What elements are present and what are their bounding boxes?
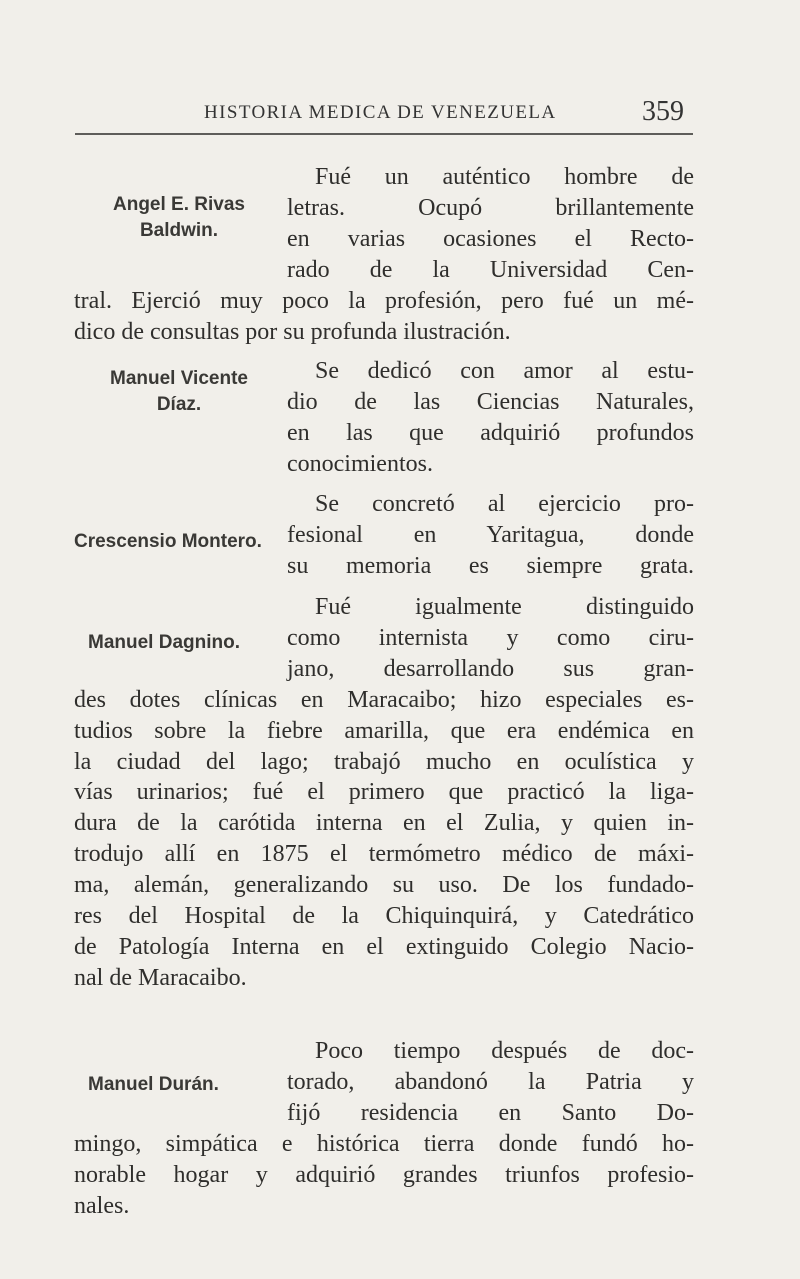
text-line: dico de consultas por su profunda ilustración. <box>74 318 511 345</box>
entry-paragraph <box>74 162 694 347</box>
text-line: res del Hospital de la Chiquinquirá, y Catedrático <box>74 903 694 930</box>
text-line: mingo, simpática e histórica tierra donde fundó ho- <box>74 1130 694 1157</box>
entry-paragraph <box>74 489 694 582</box>
text-line: tudios sobre la fiebre amarilla, que era endémica en <box>74 717 694 744</box>
text-line: torado, abandonó la Patria y <box>287 1068 694 1095</box>
text-line: norable hogar y adquirió grandes triunfos profesio- <box>74 1161 694 1188</box>
text-line: la ciudad del lago; trabajó mucho en oculística y <box>74 748 694 775</box>
entry-paragraph <box>74 356 694 480</box>
text-line: de Patología Interna en el extinguido Colegio Nacio- <box>74 933 694 960</box>
text-line: como internista y como ciru- <box>287 624 694 651</box>
text-line: letras. Ocupó brillantemente <box>287 194 694 221</box>
text-line: ma, alemán, generalizando su uso. De los fundado- <box>74 872 694 899</box>
name-line: Angel E. Rivas <box>113 194 245 215</box>
name-line: Manuel Durán. <box>88 1074 219 1095</box>
text-line: tral. Ejerció muy poco la profesión, pero fué un mé- <box>74 287 694 314</box>
entry-paragraph <box>74 1036 694 1221</box>
text-line: jano, desarrollando sus gran- <box>287 655 694 682</box>
text-line: vías urinarios; fué el primero que practicó la liga- <box>74 779 694 806</box>
name-line: Díaz. <box>156 394 202 415</box>
text-line: en las que adquirió profundos <box>287 419 694 446</box>
name-line: Manuel Vicente <box>110 368 248 389</box>
text-line: conocimientos. <box>287 450 433 477</box>
text-line: Poco tiempo después de doc- <box>315 1038 694 1064</box>
text-line: Se dedicó con amor al estu- <box>315 358 694 384</box>
name-line: Baldwin. <box>139 220 219 241</box>
name-line: Manuel Dagnino. <box>88 632 240 653</box>
text-line: fesional en Yaritagua, donde <box>287 521 694 548</box>
running-header <box>204 98 684 132</box>
text-line: Se concretó al ejercicio pro- <box>315 491 694 517</box>
header-rule <box>75 133 693 135</box>
text-line: fijó residencia en Santo Do- <box>287 1099 694 1126</box>
text-line: rado de la Universidad Cen- <box>287 256 694 283</box>
text-line: dio de las Ciencias Naturales, <box>287 388 694 415</box>
text-line: nales. <box>74 1192 130 1219</box>
text-line: Fué igualmente distinguido <box>315 594 694 620</box>
text-line: des dotes clínicas en Maracaibo; hizo especiales es- <box>74 686 694 713</box>
running-title: HISTORIA MEDICA DE VENEZUELA <box>204 102 557 123</box>
entry-paragraph <box>74 592 694 994</box>
text-line: su memoria es siempre grata. <box>287 552 694 579</box>
text-line: Fué un auténtico hombre de <box>315 164 694 190</box>
text-line: trodujo allí en 1875 el termómetro médico de máxi- <box>74 841 694 868</box>
text-line: en varias ocasiones el Recto- <box>287 225 694 252</box>
text-line: nal de Maracaibo. <box>74 964 247 991</box>
page-number: 359 <box>642 96 684 127</box>
text-line: dura de la carótida interna en el Zulia, y quien in- <box>74 810 694 837</box>
name-line: Crescensio Montero. <box>74 531 262 552</box>
